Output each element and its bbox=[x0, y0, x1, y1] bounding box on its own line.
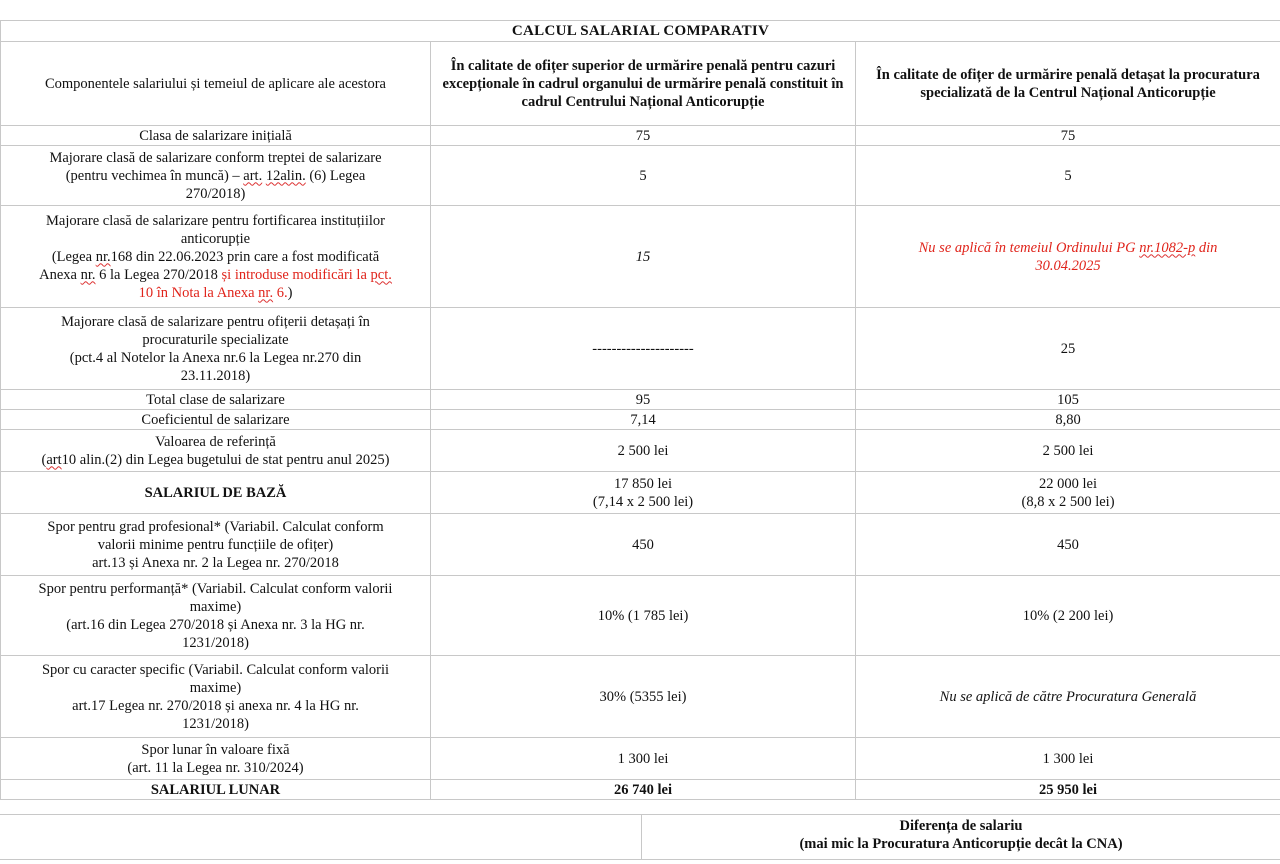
label-line: nr. bbox=[258, 284, 274, 301]
cell-value-b bbox=[856, 206, 1280, 308]
note-text: din bbox=[1195, 239, 1218, 256]
label-line: nr. bbox=[80, 266, 96, 283]
cell-value-a: 30% (5355 lei) bbox=[431, 656, 856, 738]
label-line: 12alin. bbox=[265, 167, 306, 184]
cell-value-b: 1 300 lei bbox=[856, 738, 1280, 780]
value-line: (7,14 x 2 500 lei) bbox=[592, 493, 694, 510]
difference-title: Diferența de salariu bbox=[899, 818, 1023, 834]
label-line: Spor cu caracter specific (Variabil. Calculat conform valorii bbox=[41, 661, 390, 678]
label-line: anticorupție bbox=[180, 230, 251, 247]
cell-value-b: Nu se aplică de către Procuratura Generală bbox=[856, 656, 1280, 738]
label-line: art bbox=[46, 451, 62, 468]
table-row bbox=[1, 390, 1280, 410]
cropped-text-fragment bbox=[0, 8, 1280, 20]
cell-value-a: 5 bbox=[431, 146, 856, 206]
label-line: 6. bbox=[273, 284, 288, 301]
label-line: maxime) bbox=[189, 598, 242, 615]
label-line: Anexa bbox=[39, 266, 81, 283]
label-line: (art. 11 la Legea nr. 310/2024) bbox=[127, 759, 304, 776]
cell-value-a: 95 bbox=[431, 390, 856, 410]
label-line: art.13 și Anexa nr. 2 la Legea nr. 270/2018 bbox=[92, 554, 339, 571]
note-text: nr.1082-p bbox=[1139, 239, 1196, 256]
cell-value-b: 25 950 lei bbox=[856, 780, 1280, 800]
label-line: 10 alin.(2) din Legea bugetului de stat pentru anul 2025) bbox=[61, 451, 390, 468]
table-row bbox=[1, 780, 1280, 800]
label-line: art. bbox=[243, 167, 263, 184]
header-row bbox=[1, 42, 1280, 126]
label-line: Spor lunar în valoare fixă bbox=[141, 741, 290, 758]
table-row bbox=[1, 308, 1280, 390]
cell-value-b: 75 bbox=[856, 126, 1280, 146]
cell-value-b: 25 bbox=[856, 308, 1280, 390]
row-label: Clasa de salarizare inițială bbox=[1, 126, 431, 146]
row-label: SALARIUL LUNAR bbox=[1, 780, 431, 800]
row-label bbox=[1, 430, 431, 472]
table-row bbox=[1, 126, 1280, 146]
cell-value-a: 1 300 lei bbox=[431, 738, 856, 780]
table-row bbox=[1, 738, 1280, 780]
label-line: (art.16 din Legea 270/2018 și Anexa nr. 3 la HG nr. bbox=[66, 616, 365, 633]
table-row bbox=[1, 514, 1280, 576]
label-line: valorii minime pentru funcțiile de ofițer) bbox=[97, 536, 334, 553]
value-line: 17 850 lei bbox=[614, 475, 672, 492]
label-line: pct. bbox=[370, 266, 392, 283]
header-component: Componentele salariului și temeiul de aplicare ale acestora bbox=[1, 42, 431, 126]
table-row bbox=[1, 472, 1280, 514]
cell-value-a: 450 bbox=[431, 514, 856, 576]
table-title: CALCUL SALARIAL COMPARATIV bbox=[1, 21, 1280, 42]
cell-value-a: 7,14 bbox=[431, 410, 856, 430]
row-label: Coeficientul de salarizare bbox=[1, 410, 431, 430]
table-row bbox=[1, 146, 1280, 206]
cell-value-a: 2 500 lei bbox=[431, 430, 856, 472]
label-line: (pentru vechimea în muncă) – bbox=[65, 167, 240, 184]
label-line: 1231/2018) bbox=[182, 634, 249, 651]
label-line: 168 din 22.06.2023 prin care a fost modificată bbox=[110, 248, 380, 265]
row-label bbox=[1, 308, 431, 390]
label-line: nr. bbox=[95, 248, 111, 265]
note-text: Nu se aplică în temeiul Ordinului PG bbox=[918, 239, 1140, 256]
header-seconded-officer: În calitate de ofițer de urmărire penală detașat la procuratura specializată de la Centrul Național Anticorupție bbox=[856, 42, 1280, 126]
row-label bbox=[1, 576, 431, 656]
table-row bbox=[1, 656, 1280, 738]
label-line: și introduse modificări la bbox=[221, 266, 371, 283]
header-cna-officer: În calitate de ofițer superior de urmărire penală pentru cazuri excepționale în cadrul organului de urmărire penală constituit în cadrul Centrului Național Anticorupție bbox=[431, 42, 856, 126]
cell-value-a: 26 740 lei bbox=[431, 780, 856, 800]
cell-value-b bbox=[856, 472, 1280, 514]
difference-subtitle: (mai mic la Procuratura Anticorupție decât la CNA) bbox=[799, 836, 1123, 852]
label-line: ( bbox=[41, 451, 47, 468]
cell-value-b: 5 bbox=[856, 146, 1280, 206]
row-label: SALARIUL DE BAZĂ bbox=[1, 472, 431, 514]
label-line: Spor pentru performanță* (Variabil. Calculat conform valorii bbox=[38, 580, 393, 597]
salary-comparison-table bbox=[0, 20, 1280, 800]
label-line: Spor pentru grad profesional* (Variabil. Calculat conform bbox=[47, 518, 384, 535]
row-label bbox=[1, 656, 431, 738]
label-line: Valoarea de referință bbox=[155, 433, 276, 450]
label-line: ) bbox=[287, 284, 293, 301]
row-label bbox=[1, 206, 431, 308]
cell-value-b: 2 500 lei bbox=[856, 430, 1280, 472]
cell-value-a: 15 bbox=[431, 206, 856, 308]
value-line: 22 000 lei bbox=[1039, 475, 1098, 492]
label-line: 1231/2018) bbox=[182, 715, 249, 732]
cell-value-b: 105 bbox=[856, 390, 1280, 410]
table-row bbox=[1, 430, 1280, 472]
label-line: art.17 Legea nr. 270/2018 și anexa nr. 4 la HG nr. bbox=[72, 697, 359, 714]
label-line: 10 în Nota la Anexa bbox=[138, 284, 259, 301]
label-line: 6 la Legea 270/2018 bbox=[95, 266, 222, 283]
label-line: procuraturile specializate bbox=[142, 331, 289, 348]
label-line: Majorare clasă de salarizare pentru fortificarea instituțiilor bbox=[46, 212, 385, 229]
difference-heading bbox=[642, 817, 1280, 853]
value-line: (8,8 x 2 500 lei) bbox=[1021, 493, 1115, 510]
cell-value-b: 8,80 bbox=[856, 410, 1280, 430]
label-line: (Legea bbox=[51, 248, 96, 265]
cell-value-a: 10% (1 785 lei) bbox=[431, 576, 856, 656]
label-line: (6) Legea bbox=[305, 167, 366, 184]
cell-value-a bbox=[431, 472, 856, 514]
row-label bbox=[1, 146, 431, 206]
empty-cell bbox=[0, 815, 642, 859]
label-line: maxime) bbox=[189, 679, 242, 696]
row-label bbox=[1, 514, 431, 576]
label-line: 23.11.2018) bbox=[180, 367, 251, 384]
row-label: Total clase de salarizare bbox=[1, 390, 431, 410]
cell-value-b: 450 bbox=[856, 514, 1280, 576]
table-row bbox=[1, 576, 1280, 656]
table-row bbox=[1, 410, 1280, 430]
cell-value-a: 75 bbox=[431, 126, 856, 146]
note-text: 30.04.2025 bbox=[1035, 257, 1101, 274]
row-label bbox=[1, 738, 431, 780]
label-line: (pct.4 al Notelor la Anexa nr.6 la Legea nr.270 din bbox=[69, 349, 362, 366]
difference-table bbox=[0, 814, 1280, 860]
label-line: Majorare clasă de salarizare pentru ofițerii detașați în bbox=[61, 313, 370, 330]
label-line: 270/2018) bbox=[185, 185, 246, 202]
cell-value-b: 10% (2 200 lei) bbox=[856, 576, 1280, 656]
label-line: Majorare clasă de salarizare conform treptei de salarizare bbox=[49, 149, 382, 166]
cell-value-a: --------------------- bbox=[431, 308, 856, 390]
table-title-row bbox=[1, 21, 1280, 42]
table-row bbox=[1, 206, 1280, 308]
